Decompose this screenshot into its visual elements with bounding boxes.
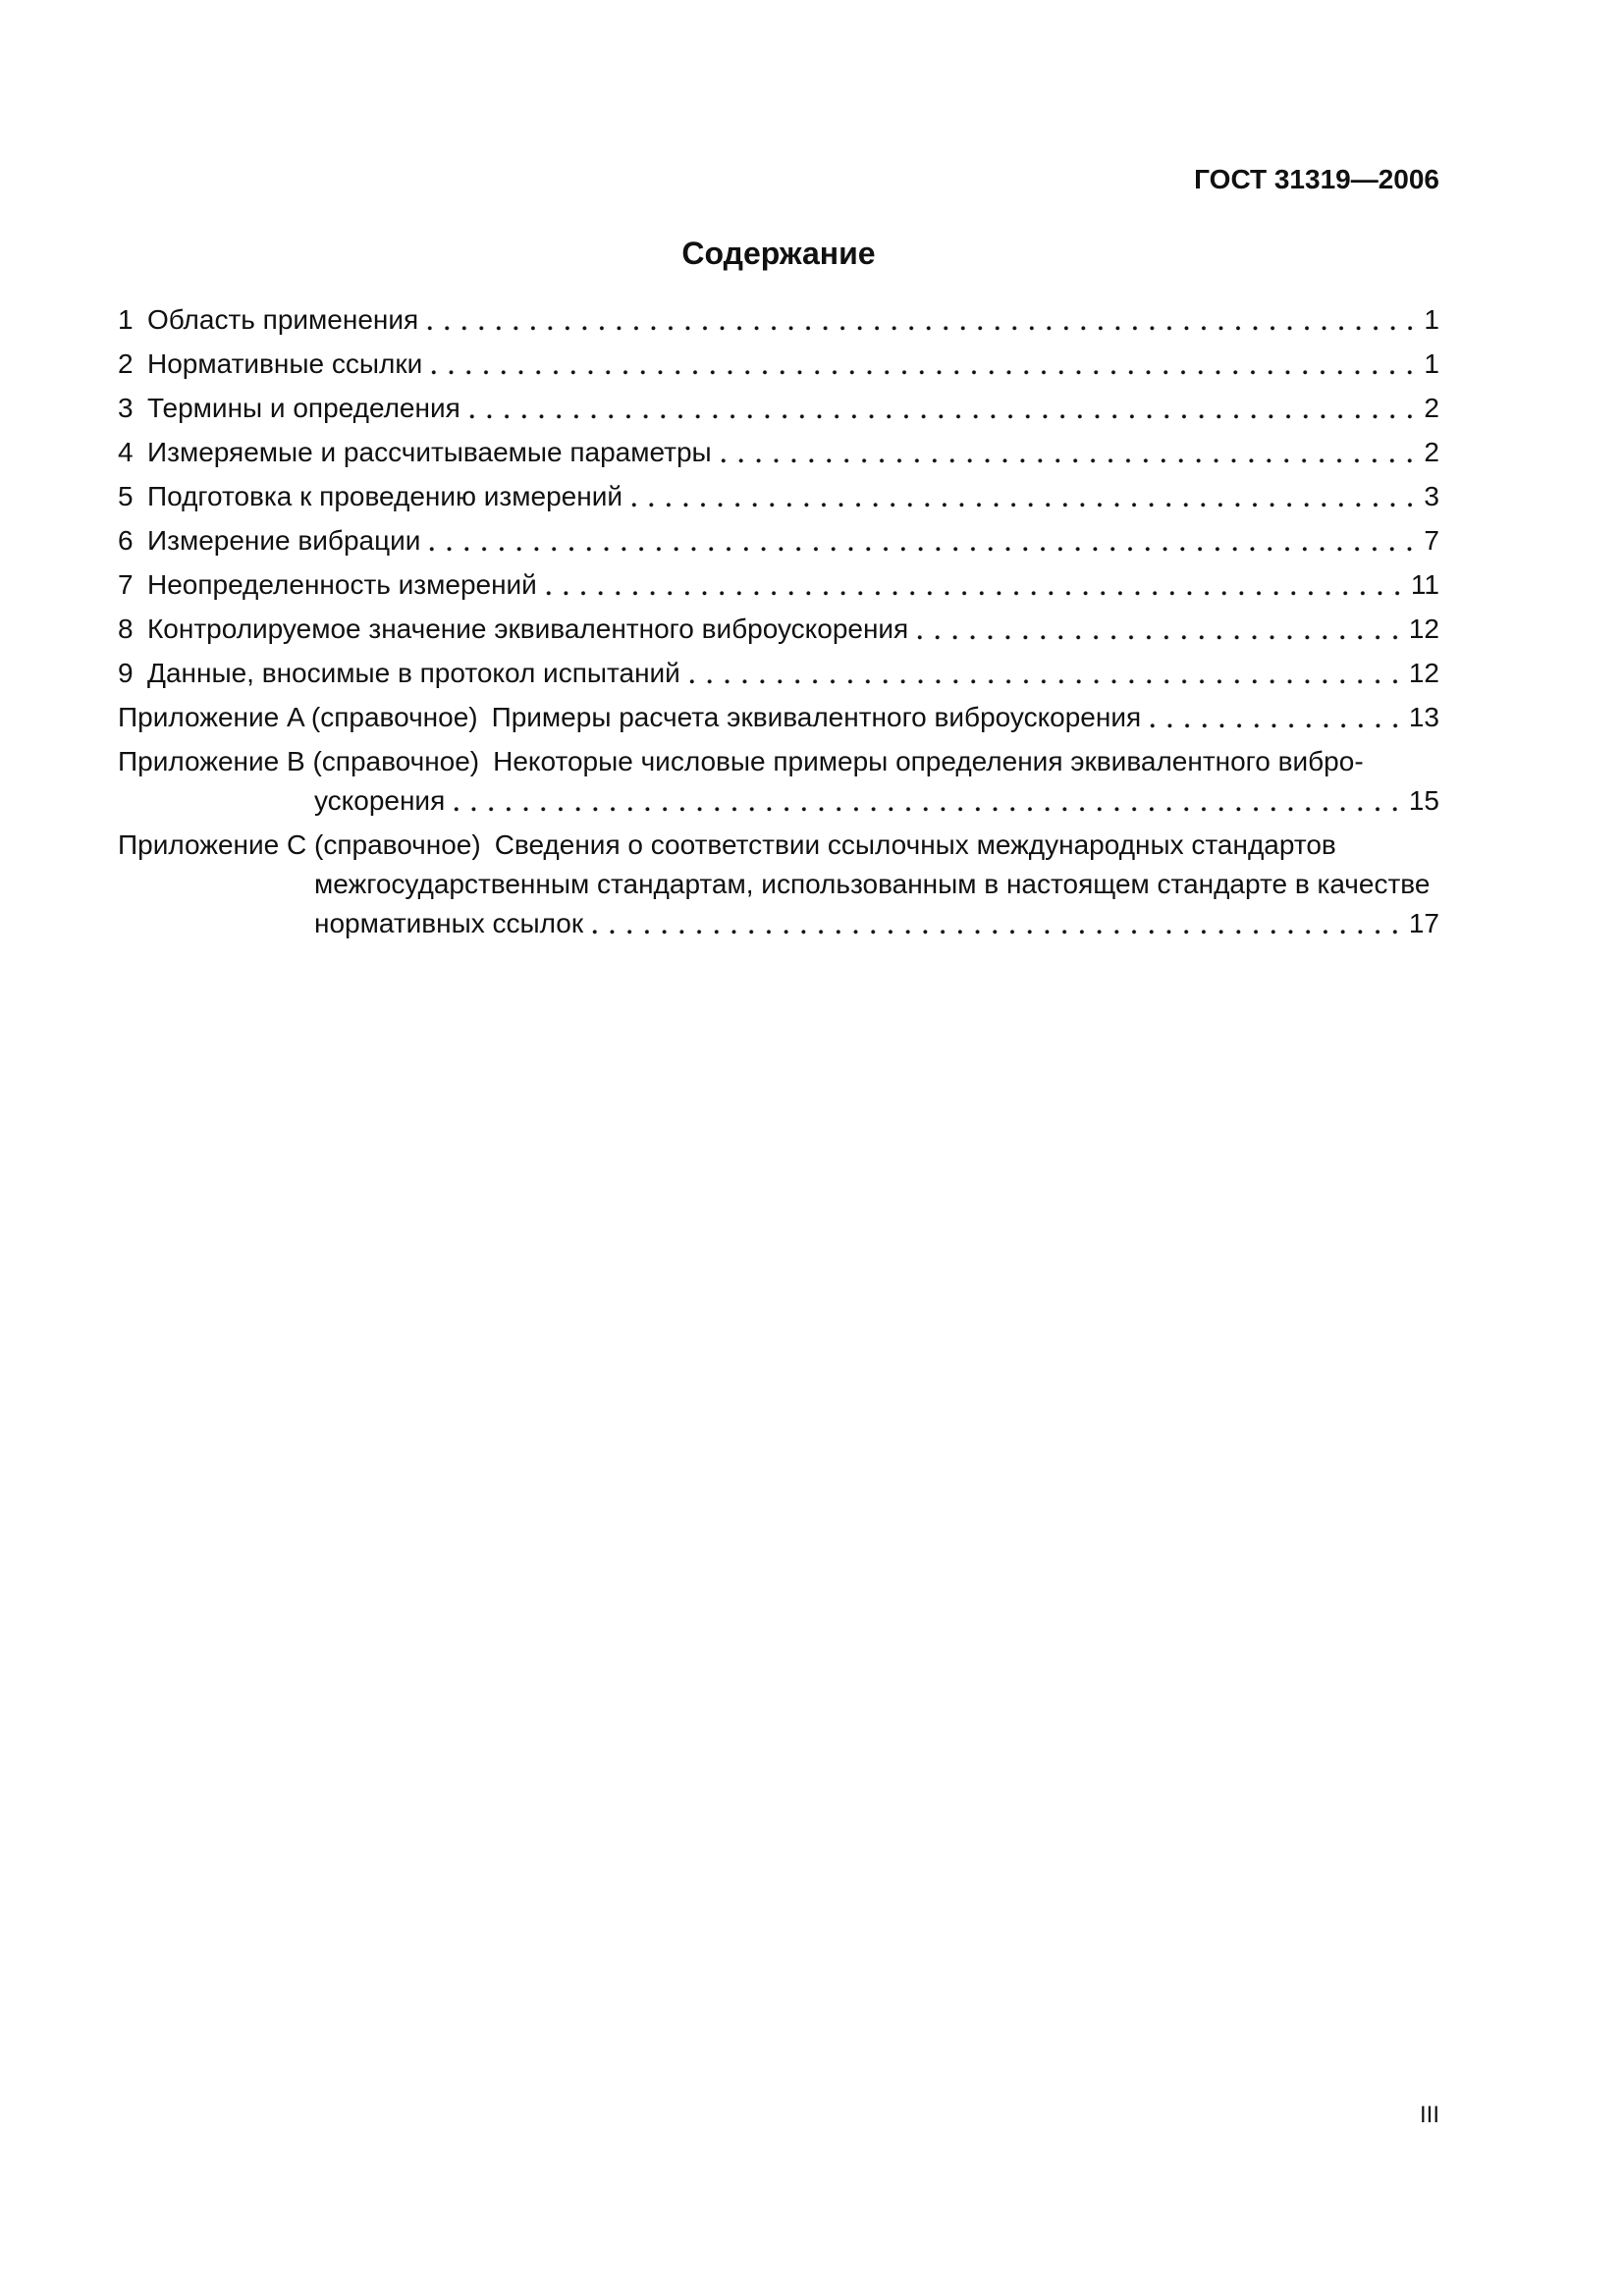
section-number: 5 bbox=[118, 481, 134, 511]
toc-entry bbox=[118, 654, 1439, 693]
dot-leader bbox=[425, 345, 1419, 384]
appendix-label: Приложение B (справочное) bbox=[118, 746, 480, 776]
section-number: 9 bbox=[118, 658, 134, 688]
page-number: III bbox=[1419, 2102, 1439, 2128]
page-reference: 1 bbox=[1424, 304, 1439, 335]
toc-appendix-entry bbox=[118, 826, 1439, 943]
appendix-title-line: Примеры расчета эквивалентного виброускорения bbox=[491, 702, 1142, 732]
section-number: 8 bbox=[118, 614, 134, 644]
page-reference: 7 bbox=[1424, 525, 1439, 556]
toc-heading: Содержание bbox=[681, 236, 876, 271]
toc-line bbox=[118, 781, 1439, 821]
section-title: Подготовка к проведению измерений bbox=[147, 481, 622, 511]
dot-leader bbox=[463, 389, 1420, 428]
appendix-title-line: Некоторые числовые примеры определения эквивалентного вибро- bbox=[493, 746, 1364, 776]
section-title: Данные, вносимые в протокол испытаний bbox=[147, 658, 680, 688]
dot-leader bbox=[625, 477, 1419, 516]
page-reference: 17 bbox=[1408, 908, 1439, 938]
section-number: 2 bbox=[118, 348, 134, 379]
table-of-contents bbox=[118, 300, 1439, 948]
page-reference: 1 bbox=[1424, 348, 1439, 379]
page-reference: 13 bbox=[1408, 702, 1439, 732]
section-title: Измерение вибрации bbox=[147, 525, 421, 556]
dot-leader bbox=[586, 904, 1404, 943]
dot-leader bbox=[911, 610, 1404, 649]
section-number: 7 bbox=[118, 569, 134, 600]
toc-line bbox=[118, 904, 1439, 943]
toc-entry bbox=[118, 565, 1439, 605]
dot-leader bbox=[1144, 698, 1404, 737]
toc-line bbox=[118, 865, 1439, 904]
dot-leader bbox=[421, 300, 1419, 340]
appendix-title-line: Сведения о соответствии ссылочных международных стандартов bbox=[494, 829, 1336, 860]
section-title: Термины и определения bbox=[147, 393, 460, 423]
toc-appendix-entry bbox=[118, 698, 1439, 737]
page-reference: 3 bbox=[1424, 481, 1439, 511]
toc-line bbox=[118, 698, 1439, 737]
toc-appendix-entry bbox=[118, 742, 1439, 821]
dot-leader bbox=[683, 654, 1404, 693]
section-number: 1 bbox=[118, 304, 134, 335]
toc-entry bbox=[118, 477, 1439, 516]
section-title: Неопределенность измерений bbox=[147, 569, 537, 600]
page-reference: 15 bbox=[1408, 785, 1439, 816]
section-title: Область применения bbox=[147, 304, 419, 335]
toc-line bbox=[118, 742, 1439, 781]
appendix-label: Приложение C (справочное) bbox=[118, 829, 481, 860]
section-title: Контролируемое значение эквивалентного виброускорения bbox=[147, 614, 909, 644]
appendix-title-line: межгосударственным стандартам, использованным в настоящем стандарте в качестве bbox=[314, 869, 1431, 899]
section-title: Измеряемые и рассчитываемые параметры bbox=[147, 437, 712, 467]
toc-entry bbox=[118, 389, 1439, 428]
section-number: 3 bbox=[118, 393, 134, 423]
section-title: Нормативные ссылки bbox=[147, 348, 423, 379]
page-reference: 2 bbox=[1424, 393, 1439, 423]
section-number: 4 bbox=[118, 437, 134, 467]
document-code: ГОСТ 31319—2006 bbox=[1194, 164, 1439, 194]
section-number: 6 bbox=[118, 525, 134, 556]
page-reference: 12 bbox=[1408, 614, 1439, 644]
appendix-label: Приложение A (справочное) bbox=[118, 702, 478, 732]
dot-leader bbox=[448, 781, 1404, 821]
page-reference: 11 bbox=[1410, 569, 1439, 600]
dot-leader bbox=[423, 521, 1419, 561]
toc-entry bbox=[118, 433, 1439, 472]
dot-leader bbox=[540, 565, 1406, 605]
dot-leader bbox=[715, 433, 1420, 472]
appendix-title-line: ускорения bbox=[314, 785, 446, 816]
toc-entry bbox=[118, 521, 1439, 561]
toc-entry bbox=[118, 345, 1439, 384]
toc-entry bbox=[118, 610, 1439, 649]
page-reference: 12 bbox=[1408, 658, 1439, 688]
page-reference: 2 bbox=[1424, 437, 1439, 467]
toc-entry bbox=[118, 300, 1439, 340]
appendix-title-line: нормативных ссылок bbox=[314, 908, 584, 938]
toc-line bbox=[118, 826, 1439, 865]
